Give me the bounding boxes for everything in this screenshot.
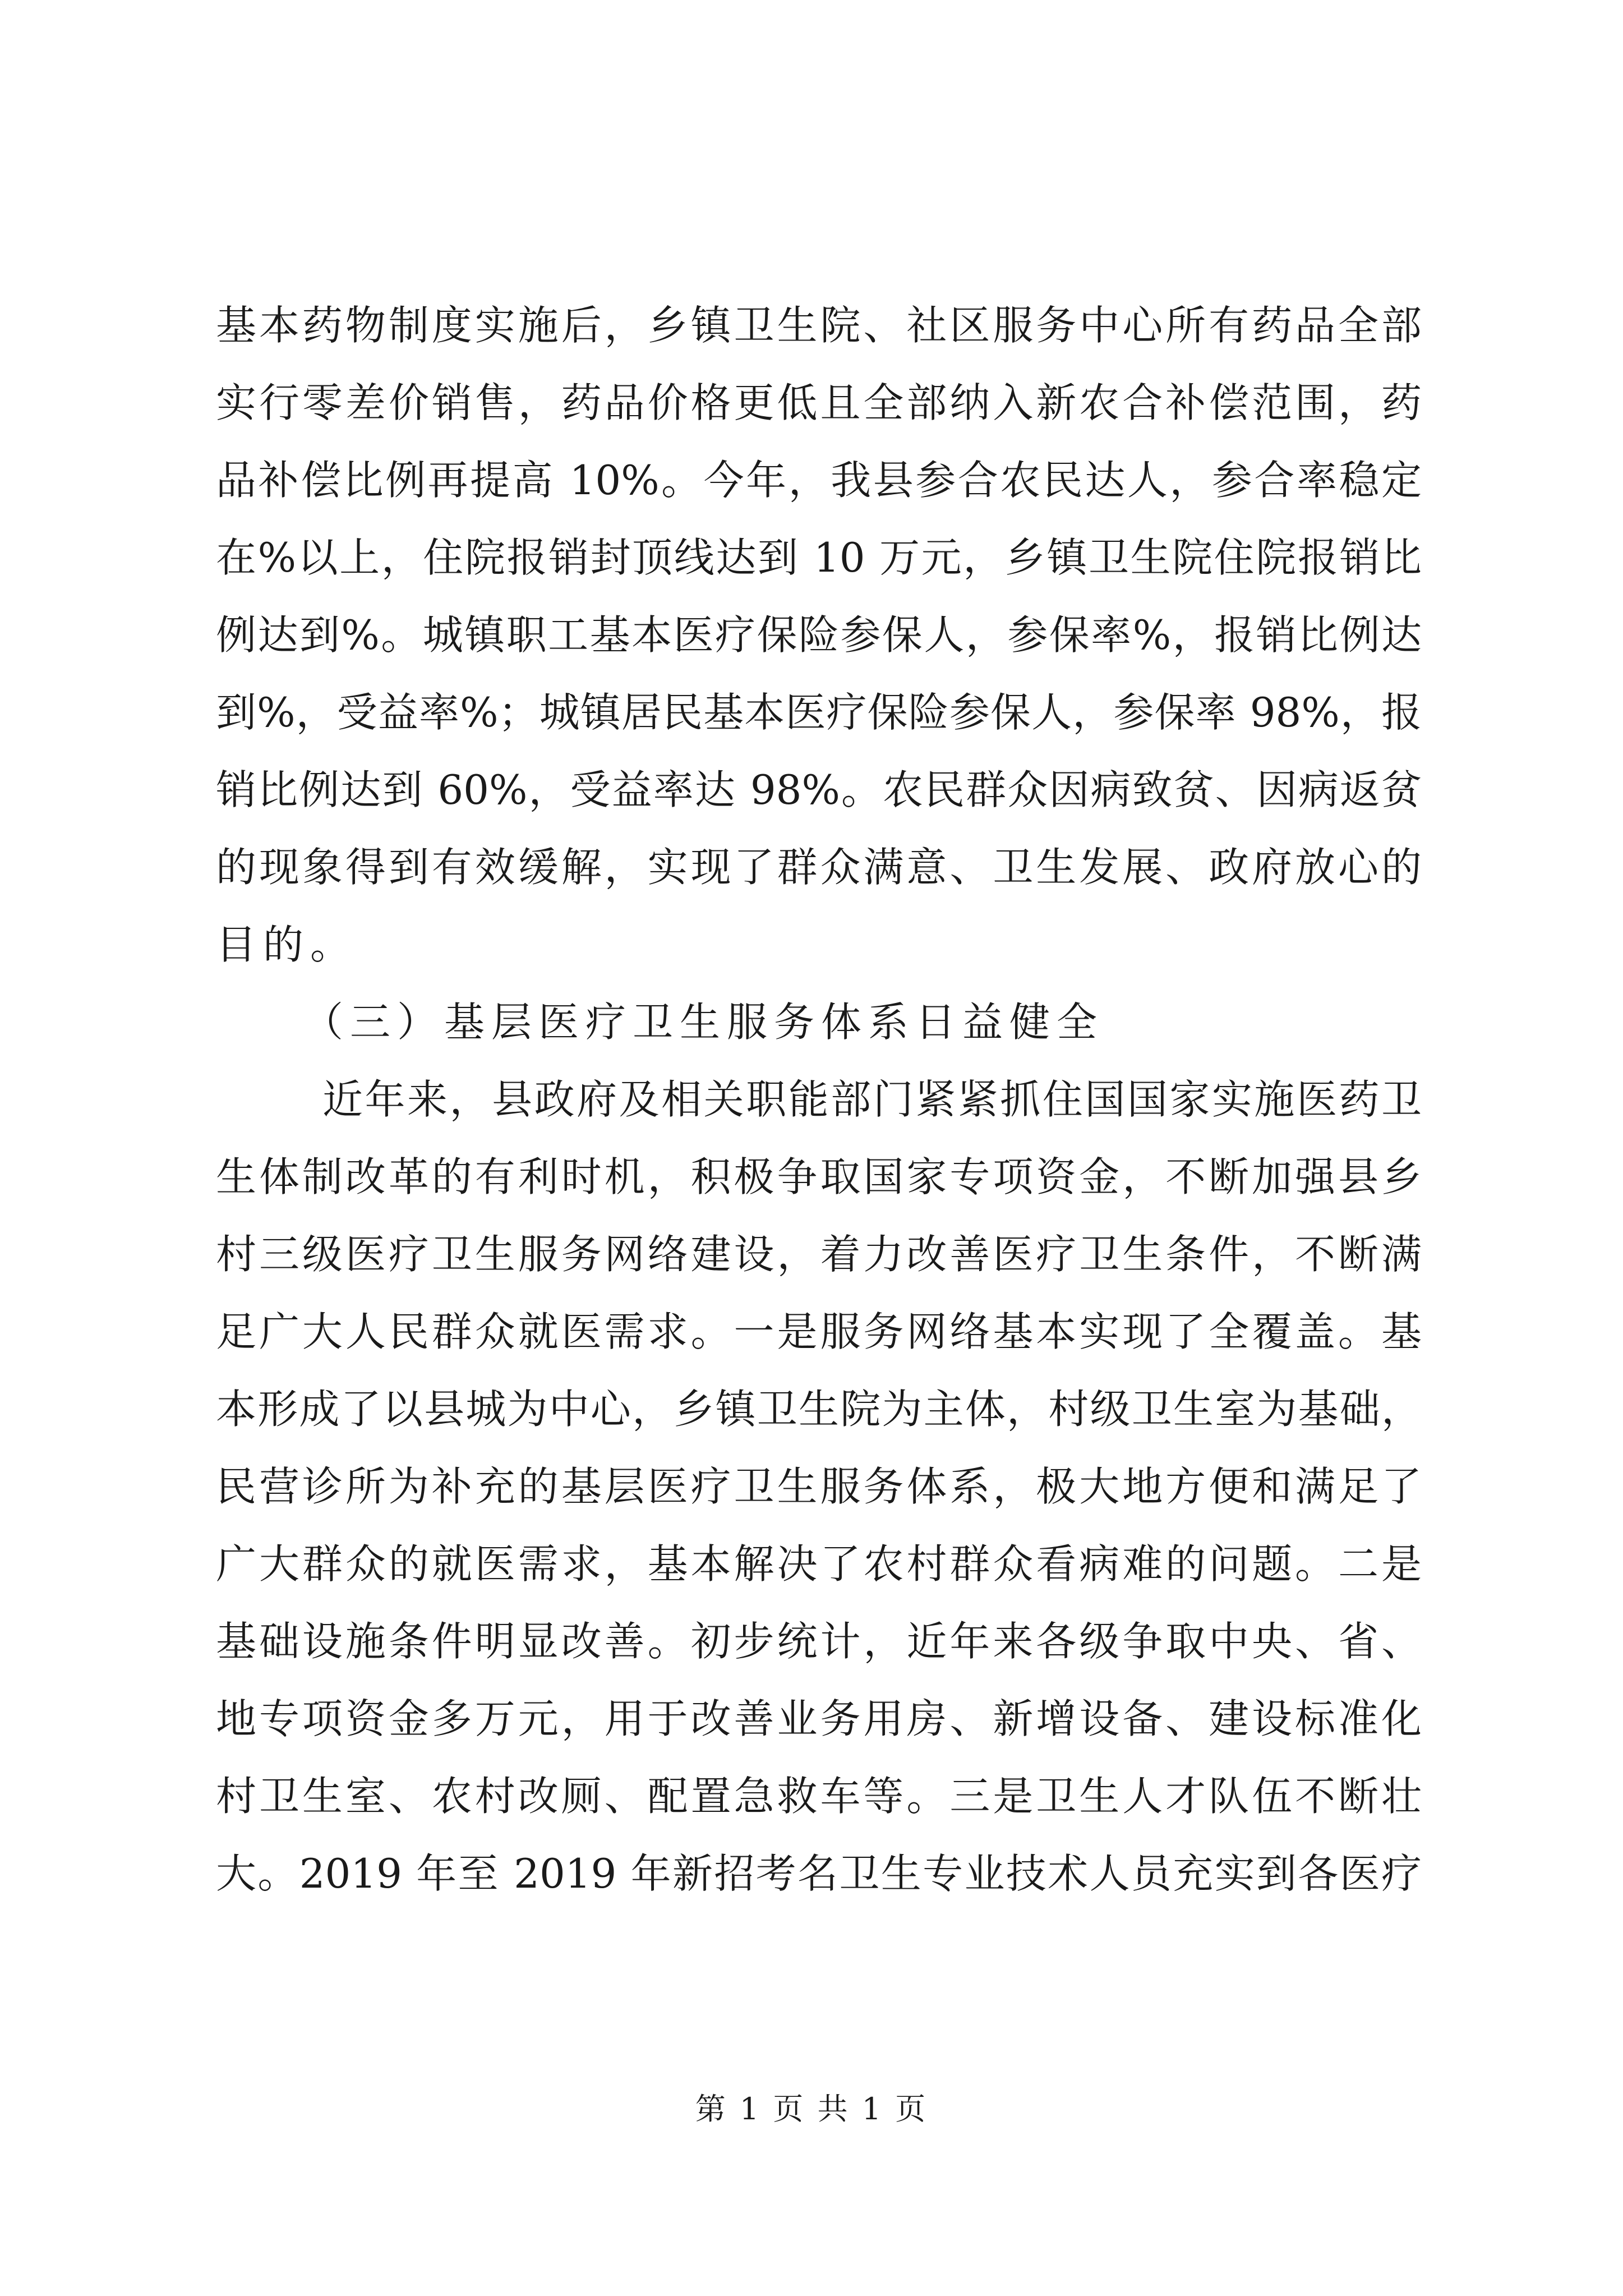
paragraph-line: 村三级医疗卫生服务网络建设，着力改善医疗卫生条件，不断满 <box>216 1231 1422 1278</box>
paragraph-line: 足广大人民群众就医需求。一是服务网络基本实现了全覆盖。基 <box>216 1308 1422 1355</box>
paragraph-line: 本形成了以县城为中心，乡镇卫生院为主体，村级卫生室为基础， <box>216 1386 1422 1433</box>
paragraph-line: 民营诊所为补充的基层医疗卫生服务体系，极大地方便和满足了 <box>216 1463 1422 1510</box>
paragraph-line: 生体制改革的有利时机，积极争取国家专项资金，不断加强县乡 <box>216 1153 1422 1200</box>
paragraph-line: 的现象得到有效缓解，实现了群众满意、卫生发展、政府放心的 <box>216 844 1422 891</box>
paragraph-line: 近年来，县政府及相关职能部门紧紧抓住国国家实施医药卫 <box>322 1076 1422 1123</box>
paragraph-line: 品补偿比例再提高 10%。今年，我县参合农民达人，参合率稳定 <box>216 457 1422 504</box>
paragraph-line: 大。2019 年至 2019 年新招考名卫生专业技术人员充实到各医疗 <box>216 1850 1422 1897</box>
paragraph-line: 到%，受益率%；城镇居民基本医疗保险参保人，参保率 98%，报 <box>216 689 1422 736</box>
paragraph-line: 销比例达到 60%，受益率达 98%。农民群众因病致贫、因病返贫 <box>216 766 1422 813</box>
paragraph-line: 在%以上，住院报销封顶线达到 10 万元，乡镇卫生院住院报销比 <box>216 534 1422 581</box>
page-footer: 第 1 页 共 1 页 <box>695 2091 928 2127</box>
paragraph-line: 基本药物制度实施后，乡镇卫生院、社区服务中心所有药品全部 <box>216 302 1422 349</box>
paragraph-line: 地专项资金多万元，用于改善业务用房、新增设备、建设标准化 <box>216 1695 1422 1742</box>
paragraph-line: 实行零差价销售，药品价格更低且全部纳入新农合补偿范围，药 <box>216 379 1422 426</box>
paragraph-line: 例达到%。城镇职工基本医疗保险参保人，参保率%，报销比例达 <box>216 611 1422 659</box>
paragraph-line: 广大群众的就医需求，基本解决了农村群众看病难的问题。二是 <box>216 1540 1422 1588</box>
section-heading: （三）基层医疗卫生服务体系日益健全 <box>303 999 1104 1046</box>
paragraph-line: 目的。 <box>216 921 358 968</box>
paragraph-line: 村卫生室、农村改厕、配置急救车等。三是卫生人才队伍不断壮 <box>216 1773 1422 1820</box>
paragraph-line: 基础设施条件明显改善。初步统计，近年来各级争取中央、省、 <box>216 1618 1422 1665</box>
